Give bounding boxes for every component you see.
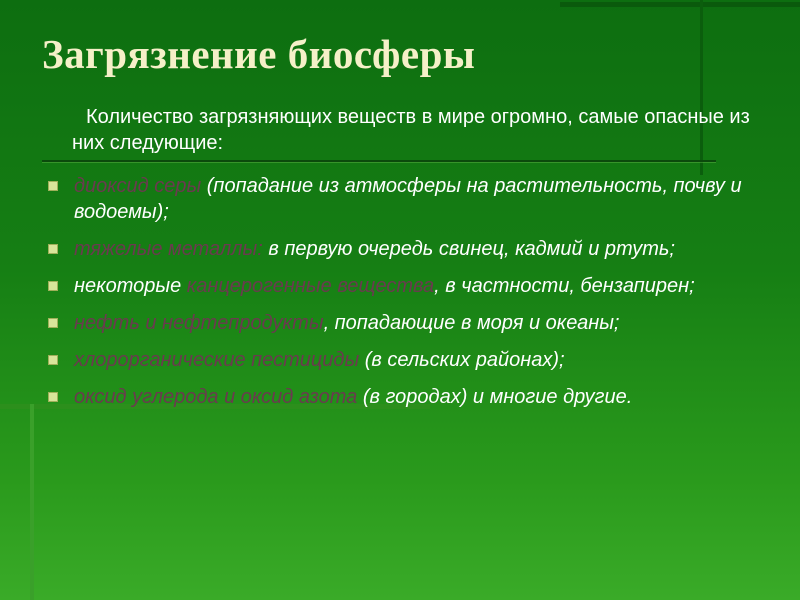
item-text: (в городах) и многие другие.	[357, 386, 633, 408]
list-item	[48, 384, 760, 410]
list-item	[48, 173, 760, 225]
intro-text: Количество загрязняющих веществ в мире огромно, самые опасные из них следующие:	[72, 106, 750, 154]
item-highlight: хлорорганические пестициды	[74, 349, 360, 371]
item-highlight: оксид углерода и оксид азота	[74, 386, 358, 408]
bullet-icon	[48, 392, 58, 402]
item-text: (попадание из атмосферы на растительность, почву и водоемы);	[74, 175, 742, 223]
item-highlight: канцерогенные вещества	[186, 275, 435, 297]
list-item	[48, 310, 760, 336]
item-text: в первую очередь свинец, кадмий и ртуть;	[262, 238, 675, 260]
item-highlight: нефть и нефтепродукты	[74, 312, 324, 334]
bullet-icon	[48, 244, 58, 254]
bullet-icon	[48, 355, 58, 365]
bullet-icon	[48, 281, 58, 291]
item-highlight: диоксид серы	[74, 175, 202, 197]
item-text: , попадающие в моря и океаны;	[323, 312, 620, 334]
item-text: , в частности, бензапирен;	[434, 275, 695, 297]
decor-stripe-vertical-left	[30, 404, 34, 600]
intro-paragraph	[72, 104, 762, 156]
slide-title: Загрязнение биосферы	[42, 31, 476, 77]
decor-stripe-top	[560, 2, 800, 7]
list-item	[48, 236, 760, 262]
bullet-icon	[48, 318, 58, 328]
item-text: (в сельских районах);	[359, 349, 565, 371]
item-prefix: некоторые	[74, 275, 187, 297]
list-item	[48, 347, 760, 373]
list-item	[48, 273, 760, 299]
bullet-icon	[48, 181, 58, 191]
item-highlight: тяжелые металлы:	[74, 238, 263, 260]
title-divider	[42, 160, 716, 162]
pollutant-list	[48, 173, 760, 421]
